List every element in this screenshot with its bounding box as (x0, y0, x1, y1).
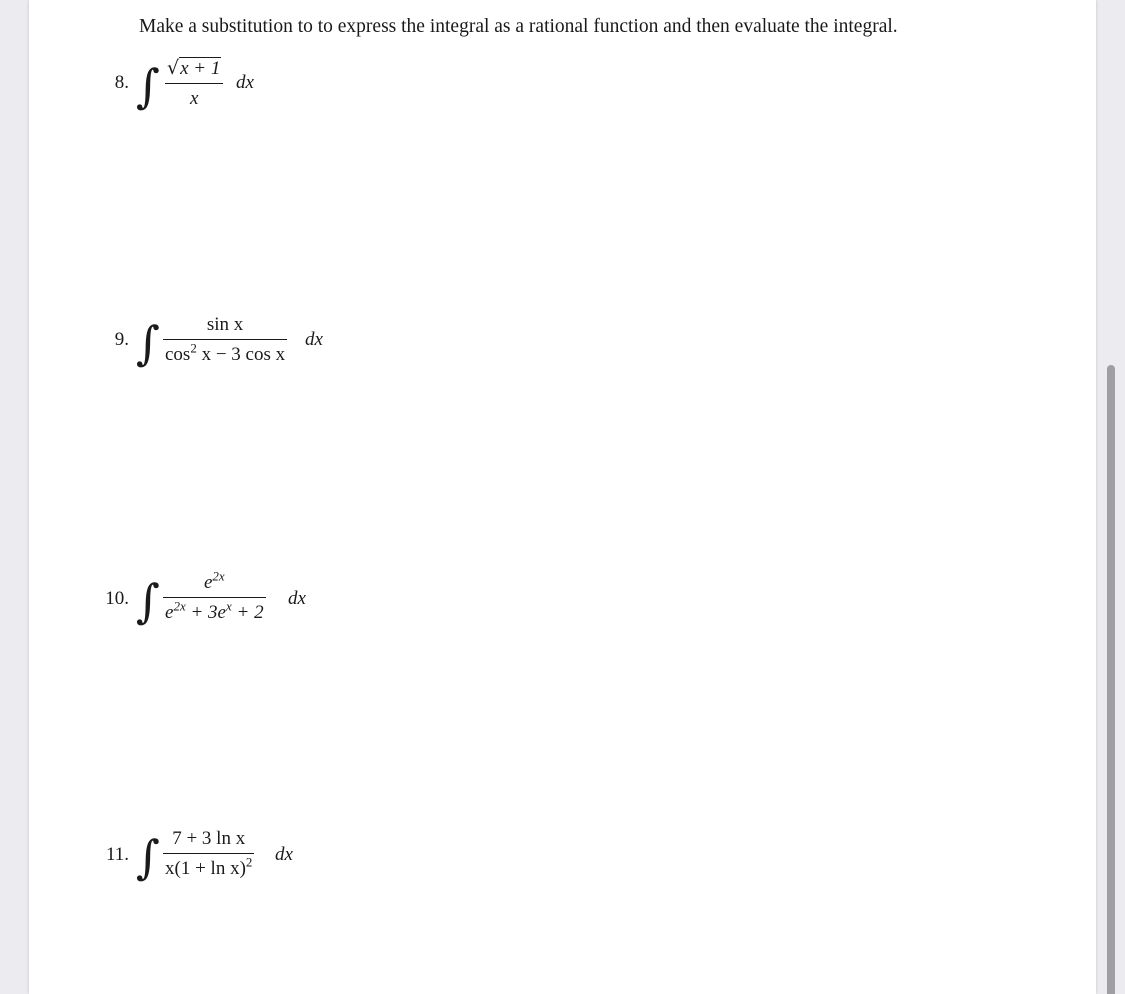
fraction (163, 828, 254, 880)
fraction-numerator (165, 57, 223, 80)
denominator-exponent: x (225, 598, 232, 614)
fraction-denominator (163, 598, 266, 624)
problem-11 (29, 826, 629, 896)
problem-9 (29, 312, 629, 382)
denominator-part: cos (165, 344, 191, 366)
integral-sign: ∫ (136, 59, 160, 113)
fraction-denominator (163, 340, 287, 366)
differential: dx (236, 72, 254, 93)
document-page (29, 0, 1096, 994)
integral-sign: ∫ (136, 316, 160, 370)
problem-number: 8. (114, 72, 129, 93)
fraction-bar (163, 853, 254, 854)
denominator-part: + 3e (185, 602, 226, 624)
fraction-numerator (202, 568, 227, 594)
integral-sign: ∫ (136, 574, 160, 628)
fraction (163, 314, 287, 366)
sqrt-radicand: x + 1 (180, 58, 221, 79)
differential: dx (305, 329, 323, 350)
square-root (167, 57, 221, 80)
fraction-bar (163, 339, 287, 340)
integral-sign: ∫ (136, 830, 160, 884)
sqrt-icon: √ (167, 57, 180, 79)
fraction-denominator: x (189, 88, 199, 110)
problem-number: 10. (105, 588, 129, 609)
scrollbar-thumb[interactable] (1107, 365, 1115, 994)
denominator-part: e (165, 602, 174, 624)
fraction-numerator: sin x (206, 314, 244, 335)
denominator-exponent: 2 (245, 854, 253, 870)
fraction-bar (165, 83, 223, 84)
fraction (163, 568, 266, 624)
problem-number: 11. (105, 844, 129, 865)
differential: dx (275, 844, 293, 865)
fraction-numerator: 7 + 3 ln x (172, 828, 246, 849)
denominator-part: x − 3 cos x (196, 344, 286, 366)
numerator-base: e (203, 572, 213, 593)
numerator-exponent: 2x (212, 568, 225, 584)
problem-8 (29, 55, 629, 125)
denominator-part: x(1 + ln x) (165, 858, 246, 880)
problem-10 (29, 570, 629, 640)
denominator-exponent: 2 (190, 340, 197, 356)
fraction (165, 57, 223, 110)
problem-number: 9. (114, 329, 129, 350)
denominator-exponent: 2x (173, 598, 186, 614)
differential: dx (288, 588, 306, 609)
fraction-denominator (163, 854, 254, 880)
instruction-text: Make a substitution to to express the integral as a rational function and then evaluate the integral. (139, 16, 898, 37)
denominator-part: + 2 (231, 602, 264, 624)
